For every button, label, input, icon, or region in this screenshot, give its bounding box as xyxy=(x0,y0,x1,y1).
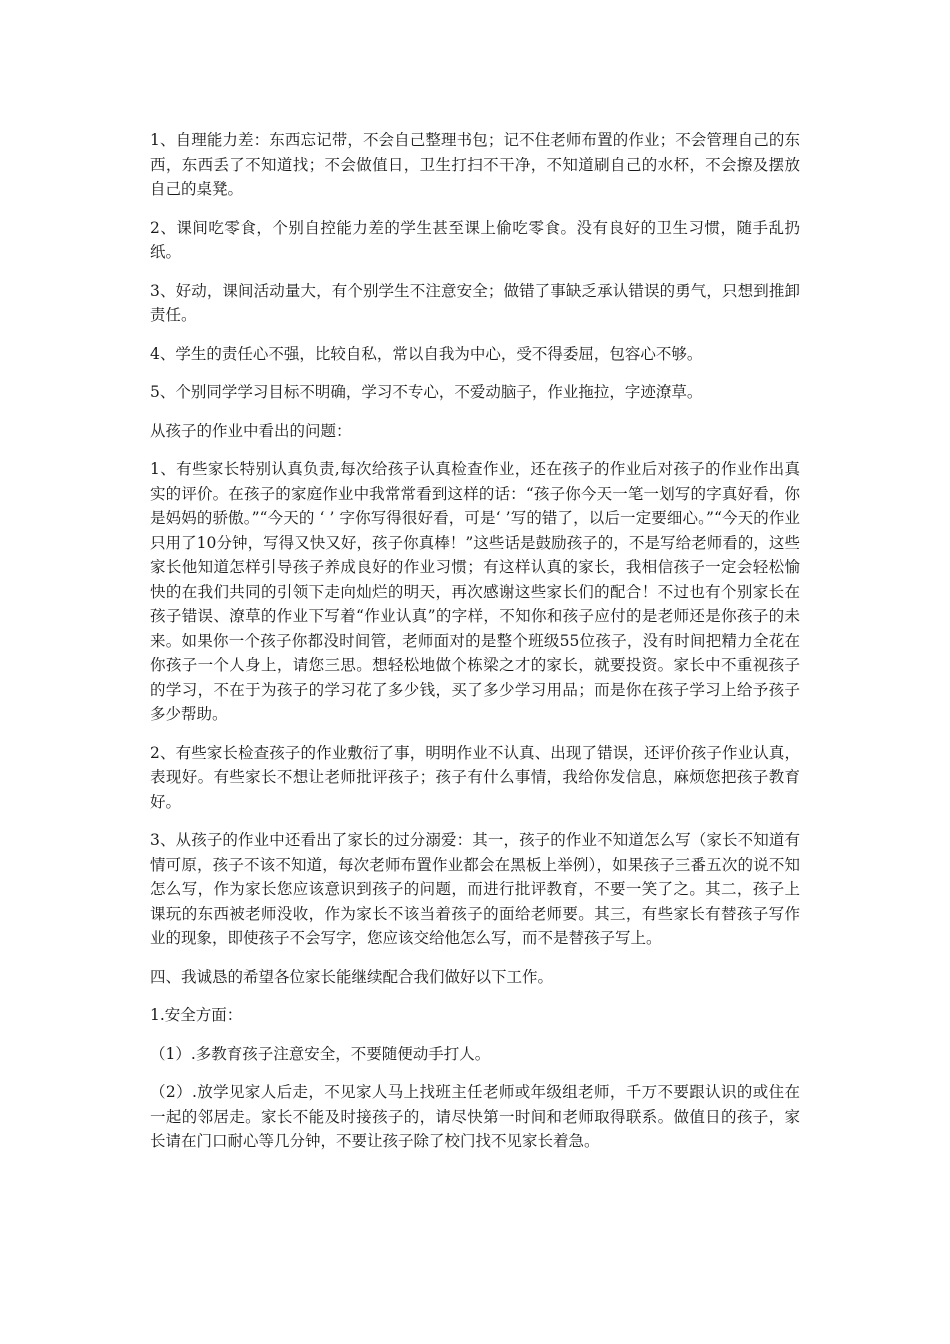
safety-item-2: （2）.放学见家人后走，不见家人马上找班主任老师或年级组老师，千万不要跟认识的或住在一起的邻居走。家长不能及时接孩子的，请尽快第一时间和老师取得联系。做值日的孩子，家长请在门口耐心等几分钟，不要让孩子除了校门找不见家长着急。 xyxy=(150,1083,800,1150)
homework-section-heading: 从孩子的作业中看出的问题： xyxy=(150,421,352,440)
section-four-heading: 四、我诚恳的希望各位家长能继续配合我们做好以下工作。 xyxy=(150,967,554,986)
homework-item-1: 1、有些家长特别认真负责,每次给孩子认真检查作业，还在孩子的作业后对孩子的作业作出真实的评价。在孩子的家庭作业中我常常看到这样的话：“孩子你今天一笔一划写的字真好看，你是妈妈的骄傲。”“今天的 ‘ ’ 字你写得很好看，可是‘ ’写的错了，以后一定要细心。”“今天的作业只用了10分钟，写得又快又好，孩子你真棒！”这些话是鼓励孩子的，不是写给老师看的，这些家长他知道怎样引导孩子养成良好的作业习惯；有这样认真的家长，我相信孩子一定会轻松愉快的在我们共同的引领下走向灿烂的明天，再次感谢这些家长们的配合！不过也有个别家长在孩子错误、潦草的作业下写着“作业认真”的字样，不知你和孩子应付的是老师还是你孩子的未来。如果你一个孩子你都没时间管，老师面对的是整个班级55位孩子，没有时间把精力全花在你孩子一个人身上，请您三思。想轻松地做个栋梁之才的家长，就要投资。家长中不重视孩子的学习，不在于为孩子的学习花了多少钱，买了多少学习用品；而是你在孩子学习上给予孩子多少帮助。 xyxy=(150,460,800,723)
problem-item-5: 5、个别同学学习目标不明确，学习不专心，不爱动脑子，作业拖拉，字迹潦草。 xyxy=(150,383,703,401)
document-body xyxy=(150,128,800,1168)
problem-item-3: 3、好动，课间活动量大，有个别学生不注意安全；做错了事缺乏承认错误的勇气，只想到推卸责任。 xyxy=(150,281,800,324)
problem-item-1: 1、自理能力差：东西忘记带，不会自己整理书包；记不住老师布置的作业；不会管理自己的东西，东西丢了不知道找；不会做值日，卫生打扫不干净，不知道刷自己的水杯，不会擦及摆放自己的桌凳。 xyxy=(150,131,800,198)
safety-heading: 1.安全方面： xyxy=(150,1006,243,1024)
homework-item-3: 3、从孩子的作业中还看出了家长的过分溺爱：其一，孩子的作业不知道怎么写（家长不知道有情可原，孩子不该不知道，每次老师布置作业都会在黑板上举例），如果孩子三番五次的说不知怎么写，作为家长您应该意识到孩子的问题，而进行批评教育，不要一笑了之。其二，孩子上课玩的东西被老师没收，作为家长不该当着孩子的面给老师要。其三，有些家长有替孩子写作业的现象，即使孩子不会写字，您应该交给他怎么写，而不是替孩子写上。 xyxy=(150,831,800,947)
problem-item-2: 2、课间吃零食，个别自控能力差的学生甚至课上偷吃零食。没有良好的卫生习惯，随手乱扔纸。 xyxy=(150,218,800,261)
safety-item-1: （1）.多教育孩子注意安全，不要随便动手打人。 xyxy=(150,1044,491,1063)
homework-item-2: 2、有些家长检查孩子的作业敷衍了事，明明作业不认真、出现了错误，还评价孩子作业认真，表现好。有些家长不想让老师批评孩子；孩子有什么事情，我给你发信息，麻烦您把孩子教育好。 xyxy=(150,743,800,811)
problem-item-4: 4、学生的责任心不强，比较自私，常以自我为中心，受不得委屈，包容心不够。 xyxy=(150,344,703,363)
